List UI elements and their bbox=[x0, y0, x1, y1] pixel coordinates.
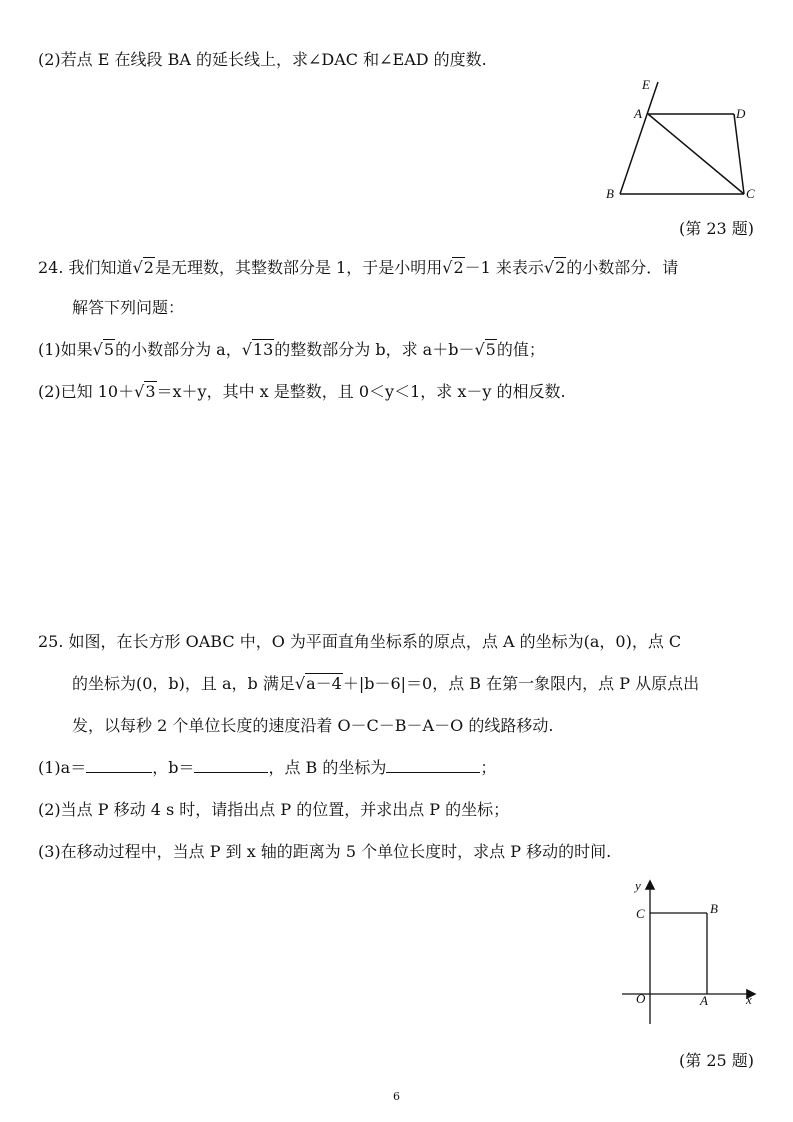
sqrt-2: √2 bbox=[543, 258, 566, 277]
q25-line1: 25. 如图，在长方形 OABC 中，O 为平面直角坐标系的原点，点 A 的坐标为(a，0)，点 C bbox=[38, 632, 682, 651]
sqrt-a-minus-4: √a－4 bbox=[294, 674, 342, 693]
q25-label-y: y bbox=[635, 878, 641, 893]
q23-label-B: B bbox=[606, 186, 614, 201]
q25-line3: 发，以每秒 2 个单位长度的速度沿着 O－C－B－A－O 的线路移动. bbox=[72, 716, 554, 735]
q23-line-AC bbox=[648, 114, 744, 194]
sqrt-5: √5 bbox=[92, 340, 115, 359]
q24-line1: 24. 我们知道√2是无理数，其整数部分是 1，于是小明用√2－1 来表示√2的小数部分．请 bbox=[38, 258, 679, 277]
q23-label-A: A bbox=[634, 106, 642, 121]
sqrt-2: √2 bbox=[442, 258, 464, 277]
answer-blank-B-coordinates[interactable] bbox=[386, 758, 480, 773]
answer-blank-a[interactable] bbox=[86, 758, 152, 773]
q25-part2: (2)当点 P 移动 4 s 时，请指出点 P 的位置，并求出点 P 的坐标； bbox=[38, 800, 510, 819]
page-number: 6 bbox=[393, 1090, 400, 1103]
q25-label-O: O bbox=[636, 991, 646, 1006]
q23-part2: (2)若点 E 在线段 BA 的延长线上，求∠DAC 和∠EAD 的度数. bbox=[38, 50, 487, 69]
q23-figure bbox=[598, 76, 758, 206]
q24-number: 24. bbox=[38, 258, 64, 277]
sqrt-13: √13 bbox=[241, 340, 274, 359]
sqrt-5: √5 bbox=[474, 340, 496, 359]
q23-label-C: C bbox=[746, 186, 755, 201]
q24-text: 我们知道 bbox=[68, 258, 133, 277]
q23-line-DC bbox=[734, 114, 744, 194]
q25-label-C: C bbox=[636, 906, 645, 921]
q25-label-B: B bbox=[710, 901, 718, 916]
q25-label-A: A bbox=[700, 993, 708, 1008]
q25-number: 25. bbox=[38, 632, 64, 651]
q23-label-E: E bbox=[642, 77, 650, 92]
q23-line-EA-B bbox=[620, 82, 658, 194]
answer-blank-b[interactable] bbox=[194, 758, 268, 773]
q25-caption: (第 25 题) bbox=[679, 1051, 755, 1070]
q24-line2: 解答下列问题： bbox=[72, 298, 185, 317]
sqrt-2: √2 bbox=[132, 258, 154, 277]
q25-part3: (3)在移动过程中，当点 P 到 x 轴的距离为 5 个单位长度时，求点 P 移动的时间. bbox=[38, 842, 612, 861]
q25-part1: (1)a＝ ，b＝ ，点 B 的坐标为 ； bbox=[38, 758, 497, 777]
q25-line2: 的坐标为(0，b)，且 a，b 满足√a－4＋|b－6|＝0，点 B 在第一象限内，点 P 从原点出 bbox=[72, 674, 700, 693]
q25-figure bbox=[614, 876, 764, 1026]
sqrt-3: √3 bbox=[134, 382, 156, 401]
q23-caption: (第 23 题) bbox=[679, 219, 755, 238]
q23-label-D: D bbox=[736, 106, 746, 121]
q24-part2: (2)已知 10＋√3＝x＋y，其中 x 是整数，且 0＜y＜1，求 x－y 的相反数. bbox=[38, 382, 566, 401]
q25-label-x: x bbox=[746, 992, 752, 1007]
q24-part1: (1)如果√5的小数部分为 a，√13的整数部分为 b，求 a＋b－√5的值； bbox=[38, 340, 545, 359]
